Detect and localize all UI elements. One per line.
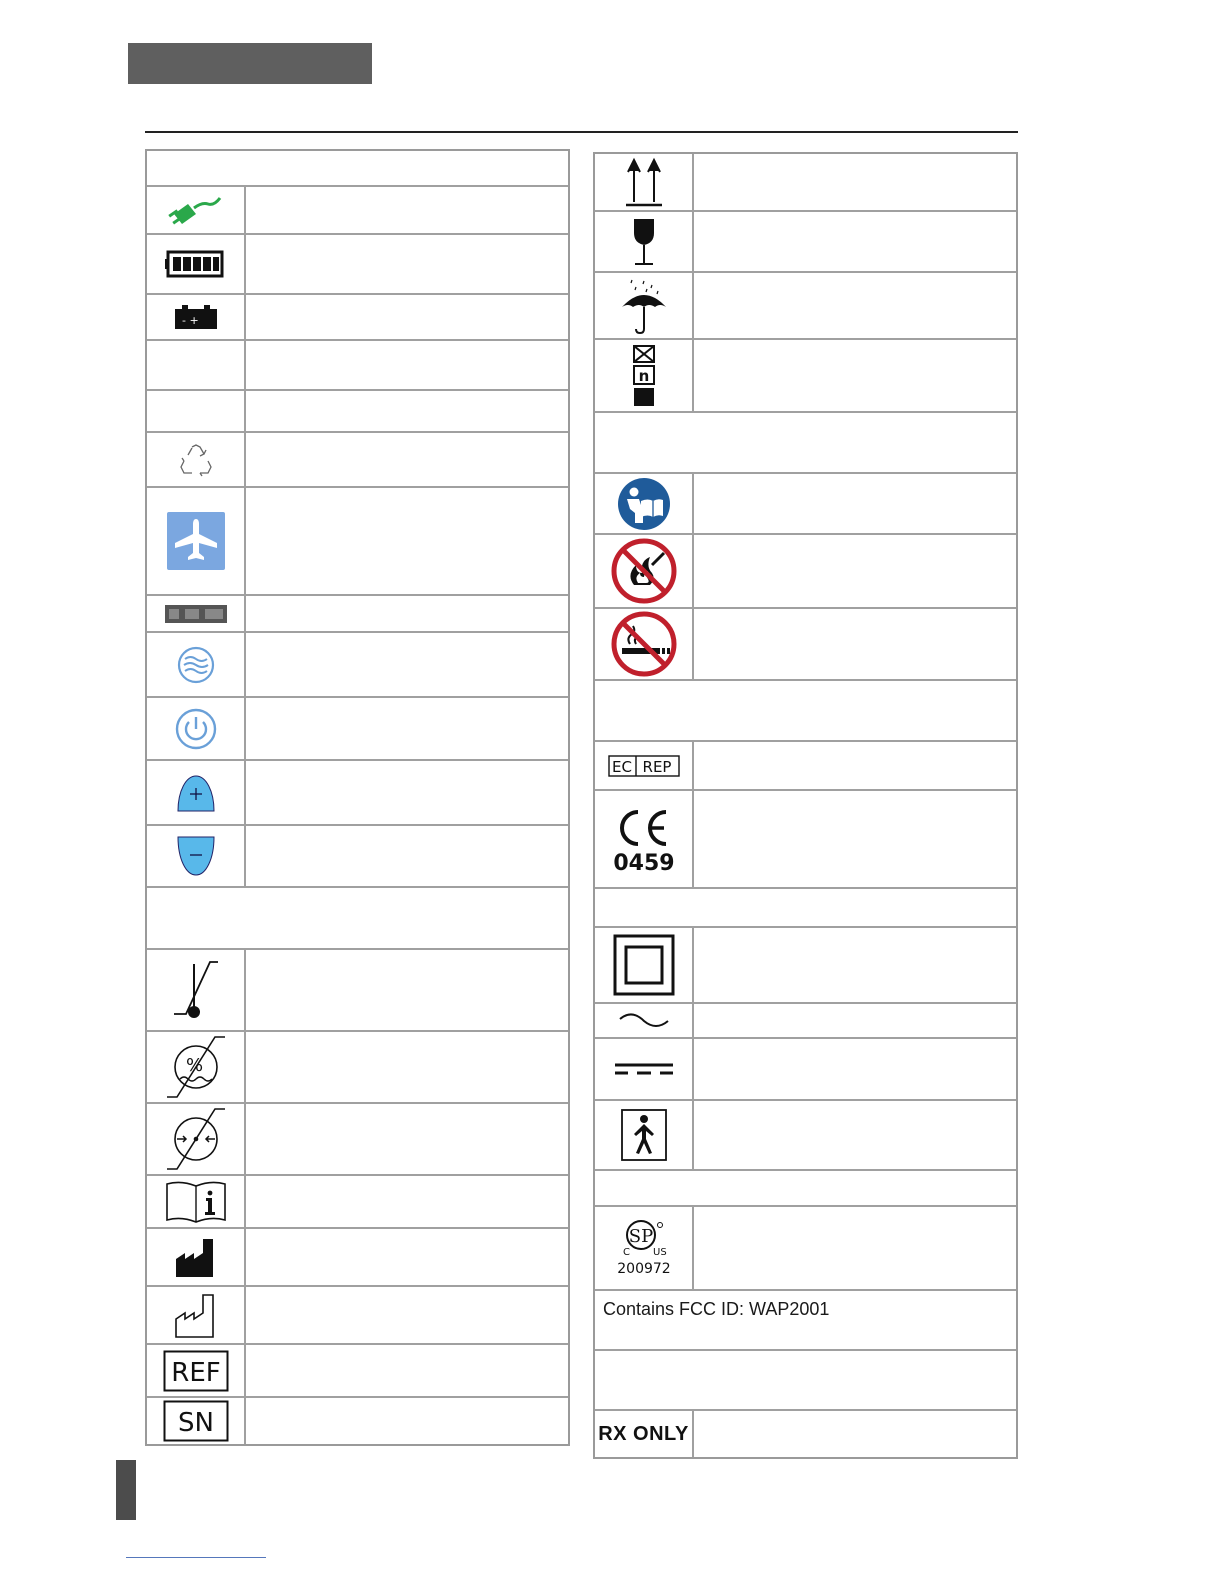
table-row — [595, 535, 1016, 609]
status-display-icon — [147, 596, 246, 631]
section-header-bar — [128, 43, 372, 84]
fcc-id-text: Contains FCC ID: WAP2001 — [603, 1299, 830, 1319]
battery-full-icon — [147, 235, 246, 293]
table-row — [147, 1398, 568, 1444]
svg-text:REP: REP — [642, 757, 671, 776]
flow-waves-icon — [147, 633, 246, 696]
direct-current-icon — [595, 1039, 694, 1099]
table-heading-row — [595, 413, 1016, 474]
csa-mark-icon — [595, 1207, 694, 1289]
table-heading-row — [595, 889, 1016, 928]
blank-cell — [147, 341, 246, 389]
stacking-limit-icon — [595, 340, 694, 411]
table-row — [147, 1229, 568, 1287]
table-row — [595, 1004, 1016, 1039]
temperature-limit-icon — [147, 950, 246, 1030]
table-row — [147, 1104, 568, 1176]
header-rule — [145, 131, 1018, 133]
consult-instructions-icon — [147, 1176, 246, 1227]
table-row — [595, 474, 1016, 535]
svg-text:- +: - + — [181, 314, 199, 327]
green-plug-icon — [147, 187, 246, 233]
table-row — [147, 826, 568, 888]
svg-text:SN: SN — [177, 1408, 214, 1438]
table-row — [147, 1032, 568, 1104]
table-row — [147, 1287, 568, 1345]
page-tab — [116, 1460, 136, 1520]
svg-text:C: C — [622, 1247, 630, 1258]
type-bf-icon — [595, 1101, 694, 1169]
table-row — [147, 950, 568, 1032]
manufacture-date-icon — [147, 1287, 246, 1343]
table-row — [147, 596, 568, 633]
humidity-limit-icon — [147, 1032, 246, 1102]
table-row — [147, 341, 568, 391]
table-row — [147, 761, 568, 826]
svg-text:0459: 0459 — [612, 851, 675, 874]
svg-text:%: % — [185, 1055, 203, 1076]
table-row — [595, 154, 1016, 212]
table-row — [147, 295, 568, 341]
table-row — [595, 273, 1016, 340]
svg-text:SP: SP — [628, 1226, 653, 1247]
table-row — [595, 340, 1016, 413]
table-row — [595, 1207, 1016, 1291]
ce-mark-icon — [595, 791, 694, 887]
manufacturer-icon — [147, 1229, 246, 1285]
table-row — [147, 433, 568, 488]
read-manual-icon — [595, 474, 694, 533]
table-row — [147, 187, 568, 235]
table-row — [595, 1411, 1016, 1457]
table-row — [595, 212, 1016, 273]
ref-icon — [147, 1345, 246, 1396]
alternating-current-icon — [595, 1004, 694, 1037]
plus-button-icon — [147, 761, 246, 824]
this-way-up-icon — [595, 154, 694, 210]
class-ii-icon — [595, 928, 694, 1002]
table-row — [147, 633, 568, 698]
table-heading-row — [595, 681, 1016, 742]
fragile-icon — [595, 212, 694, 271]
svg-text:EC: EC — [611, 757, 632, 776]
table-heading-row — [147, 888, 568, 950]
table-row — [595, 609, 1016, 681]
table-row — [595, 1101, 1016, 1171]
no-open-flame-icon — [595, 535, 694, 607]
footer-link[interactable] — [126, 1557, 266, 1558]
symbols-table-right — [593, 152, 1018, 1459]
power-button-icon — [147, 698, 246, 759]
battery-terminal-icon — [147, 295, 246, 339]
rx-only-cell — [595, 1411, 694, 1457]
sn-icon — [147, 1398, 246, 1444]
table-row — [595, 742, 1016, 791]
table-heading-row — [595, 1171, 1016, 1207]
table-row — [147, 235, 568, 295]
table-heading-row — [147, 151, 568, 187]
table-row — [147, 1176, 568, 1229]
table-row — [595, 928, 1016, 1004]
recycle-icon — [147, 433, 246, 486]
pressure-limit-icon — [147, 1104, 246, 1174]
svg-text:US: US — [652, 1247, 667, 1258]
symbols-table-left — [145, 149, 570, 1446]
blank-cell — [147, 391, 246, 431]
svg-text:n: n — [638, 366, 649, 385]
svg-text:REF: REF — [170, 1357, 221, 1388]
keep-dry-icon — [595, 273, 694, 338]
fcc-row — [595, 1291, 1016, 1351]
rx-only-text: RX ONLY — [598, 1422, 689, 1445]
table-row — [595, 1039, 1016, 1101]
airplane-mode-icon — [147, 488, 246, 594]
table-row — [147, 698, 568, 761]
table-row — [147, 391, 568, 433]
table-row — [147, 488, 568, 596]
table-row — [147, 1345, 568, 1398]
svg-text:200972: 200972 — [616, 1261, 671, 1277]
minus-button-icon — [147, 826, 246, 886]
table-row — [595, 791, 1016, 889]
no-smoking-icon — [595, 609, 694, 679]
table-heading-row — [595, 1351, 1016, 1411]
ec-rep-icon — [595, 742, 694, 789]
